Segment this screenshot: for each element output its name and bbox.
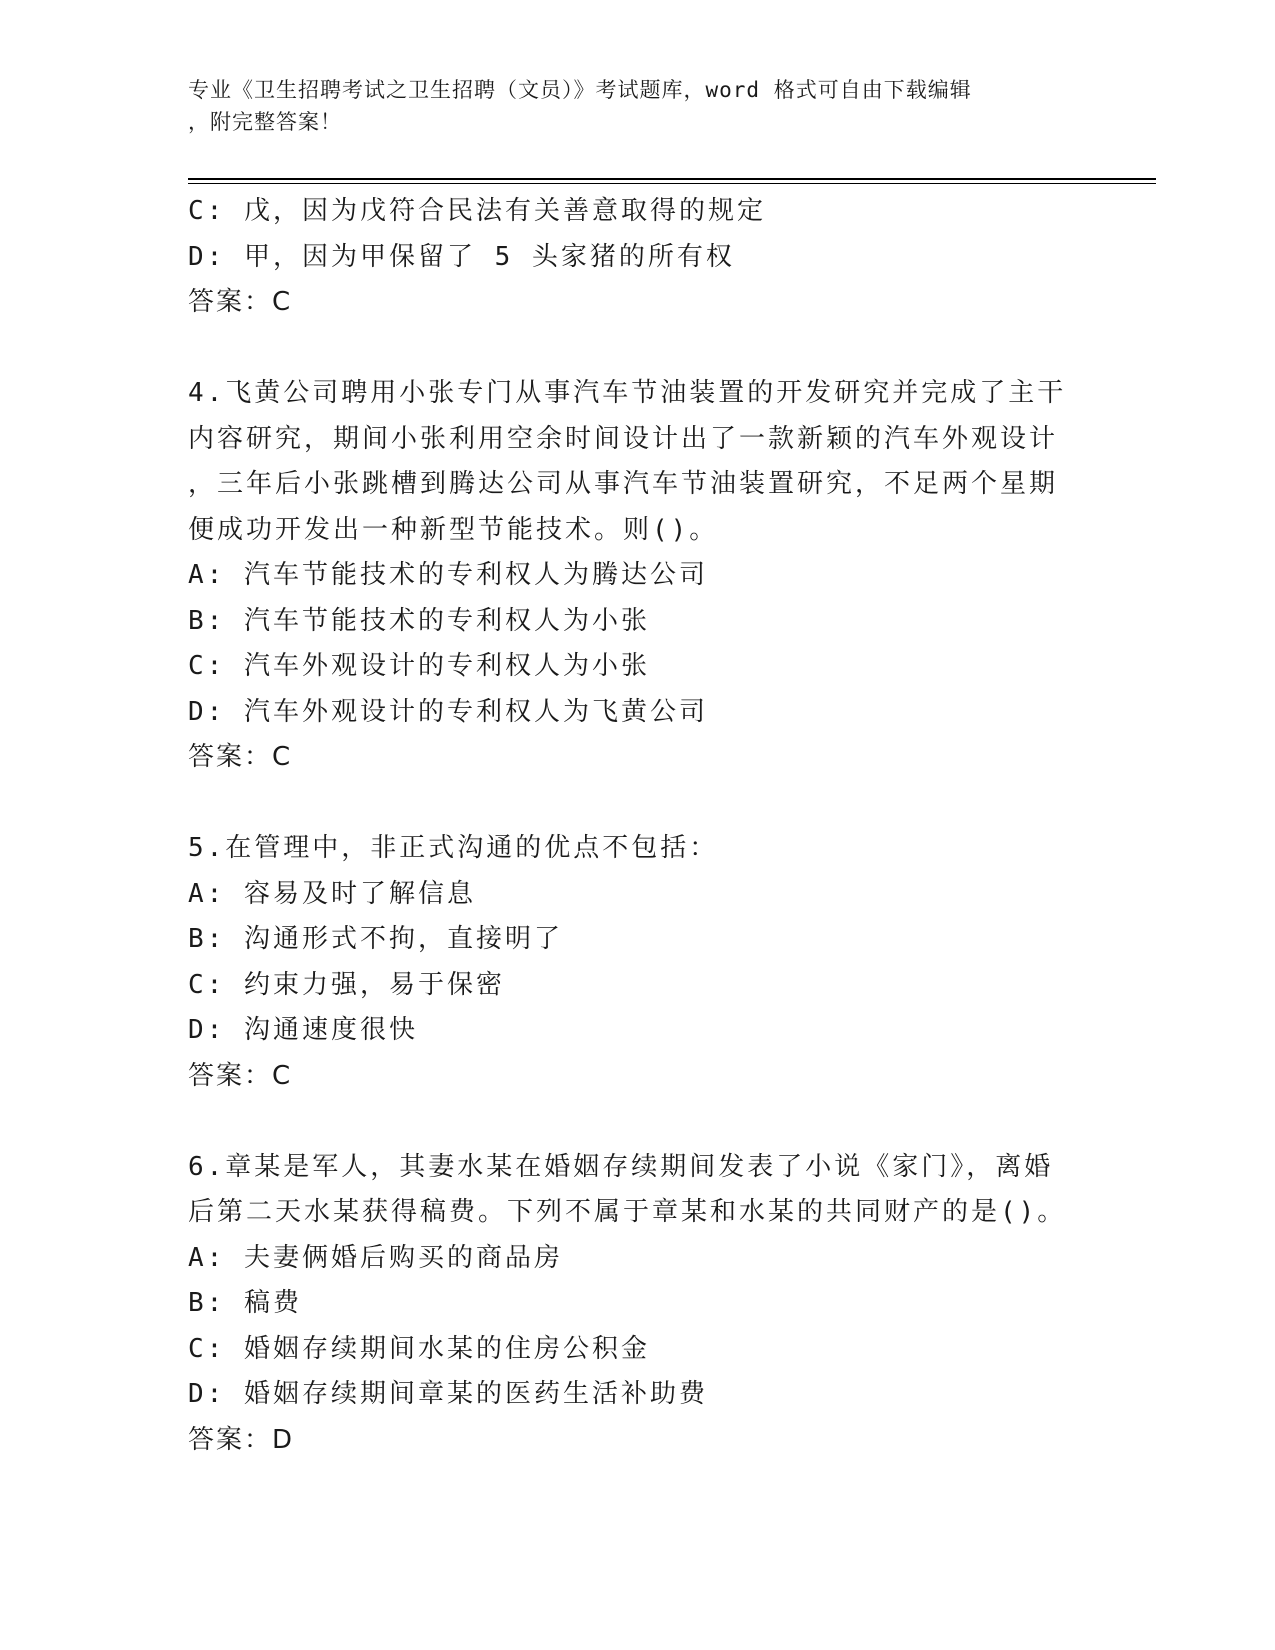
question-line: C: 婚姻存续期间水某的住房公积金 — [188, 1333, 650, 1364]
question-line: 内容研究，期间小张利用空余时间设计出了一款新颖的汽车外观设计 — [188, 423, 1059, 454]
question-line: 后第二天水某获得稿费。下列不属于章某和水某的共同财产的是()。 — [188, 1197, 1067, 1227]
question-line: B: 汽车节能技术的专利权人为小张 — [188, 605, 650, 636]
block-spacer — [188, 326, 1068, 372]
answer-line: 答案：C — [188, 287, 293, 317]
header-line-1: 专业《卫生招聘考试之卫生招聘（文员）》考试题库，word 格式可自由下载编辑 — [188, 78, 972, 102]
question-line: A: 夫妻俩婚后购买的商品房 — [188, 1242, 563, 1273]
question-line: D: 汽车外观设计的专利权人为飞黄公司 — [188, 696, 708, 727]
question-block — [188, 1145, 1068, 1464]
question-block — [188, 826, 1068, 1099]
question-block — [188, 189, 1068, 326]
question-line: ，三年后小张跳槽到腾达公司从事汽车节油装置研究，不足两个星期 — [188, 469, 1059, 499]
question-line: A: 容易及时了解信息 — [188, 878, 476, 909]
document-header — [188, 74, 1068, 138]
answer-line: 答案：D — [188, 1424, 295, 1455]
block-spacer — [188, 781, 1068, 827]
question-line: B: 稿费 — [188, 1288, 302, 1318]
question-line: A: 汽车节能技术的专利权人为腾达公司 — [188, 560, 708, 590]
question-line: 5.在管理中，非正式沟通的优点不包括： — [188, 833, 719, 863]
header-line-2: ，附完整答案！ — [188, 110, 342, 134]
question-line: C: 戊，因为戊符合民法有关善意取得的规定 — [188, 196, 766, 226]
question-line: C: 汽车外观设计的专利权人为小张 — [188, 651, 650, 681]
question-list — [188, 189, 1068, 1463]
question-line: 便成功开发出一种新型节能技术。则()。 — [188, 514, 719, 545]
question-line: D: 沟通速度很快 — [188, 1015, 418, 1045]
question-line: D: 甲，因为甲保留了 5 头家猪的所有权 — [188, 241, 735, 272]
header-divider-thin — [188, 183, 1156, 184]
block-spacer — [188, 1099, 1068, 1145]
question-block — [188, 371, 1068, 781]
answer-line: 答案：C — [188, 1060, 293, 1091]
answer-line: 答案：C — [188, 742, 293, 772]
question-line: B: 沟通形式不拘，直接明了 — [188, 924, 563, 954]
header-divider-thick — [188, 178, 1156, 180]
question-line: C: 约束力强，易于保密 — [188, 969, 505, 1000]
question-line: 6.章某是军人，其妻水某在婚姻存续期间发表了小说《家门》，离婚 — [188, 1151, 1054, 1182]
question-line: D: 婚姻存续期间章某的医药生活补助费 — [188, 1379, 708, 1409]
question-line: 4.飞黄公司聘用小张专门从事汽车节油装置的开发研究并完成了主干 — [188, 378, 1067, 408]
